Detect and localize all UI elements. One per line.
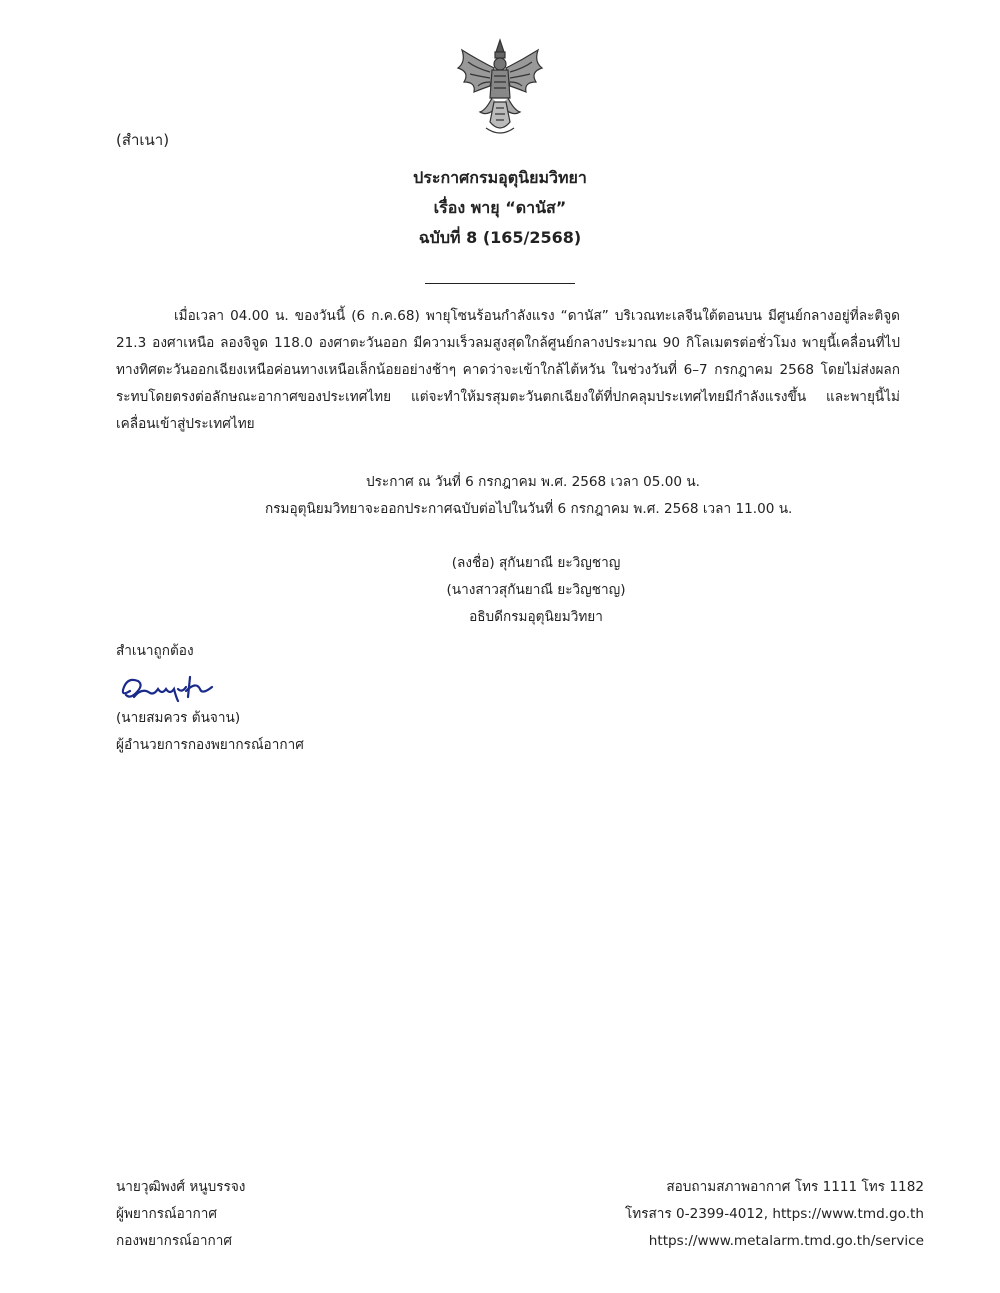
forecaster-title: ผู้พยากรณ์อากาศ [116,1206,217,1222]
contact-fax-web: โทรสาร 0-2399-4012, https://www.tmd.go.th [624,1206,924,1222]
handwritten-signature-icon [116,667,226,705]
signatory-full-name: (นางสาวสุกันยาณี ยะวิญชาญ) [446,582,626,598]
document-title: ประกาศกรมอุตุนิยมวิทยา [413,168,587,187]
contact-service-link[interactable]: https://www.metalarm.tmd.go.th/service [648,1233,924,1249]
document-subject: เรื่อง พายุ “ดานัส” [433,198,567,217]
contact-phone: สอบถามสภาพอากาศ โทร 1111 โทร 1182 [666,1179,924,1195]
document-issue: ฉบับที่ 8 (165/2568) [418,228,582,247]
announcement-body: เมื่อเวลา 04.00 น. ของวันนี้ (6 ก.ค.68) พายุโซนร้อนกำลังแรง “ดานัส” บริเวณทะเลจีนใต้ตอนบน มีศูนย์กลางอยู่ที่ละติจูด 21.3 องศาเหนือ ลองจิจูด 118.0 องศาตะวันออก มีความเร็วลมสูงสุดใกล้ศูนย์กลางประมาณ 90 กิโลเมตรต่อชั่วโมง พายุนี้เคลื่อนที่ไปทางทิศตะวันออกเฉียงเหนือค่อนทางเหนือเล็กน้อยอย่างช้าๆ คาดว่าจะเข้าใกล้ไต้หวัน ในช่วงวันที่ 6–7 กรกฎาคม 2568 โดยไม่ส่งผลกระทบโดยตรงต่อลักษณะอากาศของประเทศไทย แต่จะทำให้มรสุมตะวันตกเฉียงใต้ที่ปกคลุมประเทศไทยมีกำลังแรงขึ้น และพายุนี้ไม่เคลื่อนเข้าสู่ประเทศไทย [116,308,900,432]
signatory-position: อธิบดีกรมอุตุนิยมวิทยา [469,609,603,625]
certification-block [116,638,304,759]
next-issue: กรมอุตุนิยมวิทยาจะออกประกาศฉบับต่อไปในวันที่ 6 กรกฎาคม พ.ศ. 2568 เวลา 11.00 น. [265,501,793,517]
certification-position: ผู้อำนวยการกองพยากรณ์อากาศ [116,737,304,753]
footer-contact [625,1174,924,1255]
footer-forecaster [116,1174,245,1255]
title-divider [425,283,575,284]
copy-mark: (สำเนา) [116,131,170,149]
garuda-emblem-icon [450,38,550,138]
certification-label: สำเนาถูกต้อง [116,643,194,659]
forecaster-division: กองพยากรณ์อากาศ [116,1233,233,1249]
certification-name: (นายสมควร ต้นจาน) [116,710,241,726]
title-block [0,163,1000,253]
signatory-signed: (ลงชื่อ) สุกันยาณี ยะวิญชาญ [451,555,621,571]
signatory-block [0,550,1000,631]
announced-at: ประกาศ ณ วันที่ 6 กรกฎาคม พ.ศ. 2568 เวลา 05.00 น. [366,474,700,490]
forecaster-name: นายวุฒิพงศ์ หนูบรรจง [116,1179,246,1195]
